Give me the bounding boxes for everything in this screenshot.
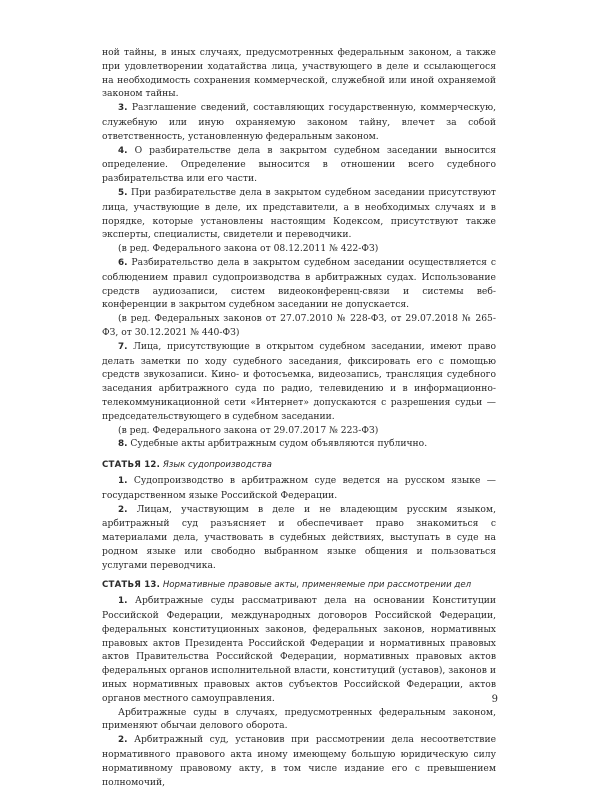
paragraph: 1. Арбитражные суды рассматривают дела на основании Конституции Российской Федерации, международных договоров Российской Федерации, федеральных конституционных законов, федеральных законов, нормативных правовых актов Президента Российской Федерации и нормативных правовых актов Правительства Российской Федерации, нормативных правовых актов федеральных органов исполнительной власти, конституций (уставов), законов и иных нормативных правовых актов субъектов Российской Федерации, актов органов местного самоуправления. <box>102 595 496 704</box>
article-label: СТАТЬЯ 13. <box>102 580 161 591</box>
amendment-note: (в ред. Федерального закона от 29.07.2017 № 223-ФЗ) <box>118 424 379 436</box>
paragraph: 2. Арбитражный суд, установив при рассмотрении дела несоответствие нормативного правового акта иному имеющему большую юридическую силу нормативному правовому акту, в том числе издание его с превышением полномочий, <box>102 734 497 788</box>
amendment-note: (в ред. Федеральных законов от 27.07.2010 № 228-ФЗ, от 29.07.2018 № 265-ФЗ, от 30.12.2021 № 440-ФЗ) <box>102 313 496 338</box>
clause-number: 5. <box>118 187 128 198</box>
paragraph: 5. При разбирательстве дела в закрытом судебном заседании присутствуют лица, участвующие в деле, их представители, а в необходимых случаях и в порядке, которые установлены настоящим Кодексом, присутствуют также эксперты, специалисты, свидетели и переводчики. <box>102 186 496 241</box>
paragraph: Арбитражные суды в случаях, предусмотренных федеральным законом, применяют обычаи делового оборота. <box>102 706 496 732</box>
clause-number: 3. <box>118 103 128 114</box>
paragraph: 3. Разглашение сведений, составляющих государственную, коммерческую, служебную или иную охраняемую законом тайну, влечет за собой ответственность, установленную федеральным законом. <box>102 102 497 142</box>
clause-number: 2. <box>118 735 128 746</box>
article-13-heading <box>102 579 496 593</box>
paragraph: 6. Разбирательство дела в закрытом судебном заседании осуществляется с соблюдением правил судопроизводства в арбитражных судах. Использование средств аудиозаписи, систем видеоконференц-связи и системы веб-конференции в закрытом судебном заседании не допускается. <box>102 256 496 311</box>
document-page <box>102 46 496 789</box>
paragraph: 7. Лица, присутствующие в открытом судебном заседании, имеют право делать заметки по ходу судебного заседания, фиксировать его с помощью средств звукозаписи. Кино- и фотосъемка, видеозапись, трансляция судебного заседания арбитражного суда по радио, телевидению и в информационно-телекоммуникационной сети «Интернет» допускаются с разрешения судьи — председательствующего в судебном заседании. <box>102 340 497 422</box>
clause-number: 1. <box>118 475 128 486</box>
clause-number: 7. <box>118 341 128 352</box>
clause-number: 2. <box>118 504 128 515</box>
paragraph: 1. Судопроизводство в арбитражном суде ведется на русском языке — государственном языке Российской Федерации. <box>102 474 496 501</box>
clause-number: 6. <box>118 257 128 268</box>
amendment-note: (в ред. Федерального закона от 08.12.2011 № 422-ФЗ) <box>118 243 379 255</box>
article-12-heading <box>102 459 496 473</box>
paragraph: 4. О разбирательстве дела в закрытом судебном заседании выносится определение. Определение выносится в отношении всего судебного разбирательства или его части. <box>102 144 497 185</box>
clause-number: 8. <box>118 439 128 450</box>
paragraph: 8. Судебные акты арбитражным судом объявляются публично. <box>118 438 428 450</box>
clause-number: 4. <box>118 145 128 156</box>
article-title: Язык судопроизводства <box>162 460 272 471</box>
paragraph: 2. Лицам, участвующим в деле и не владеющим русским языком, арбитражный суд разъясняет и обеспечивает право знакомиться с материалами дела, участвовать в судебных действиях, выступать в суде на родном языке или свободно выбранном языке общения и пользоваться услугами переводчика. <box>102 503 496 571</box>
clause-number: 1. <box>118 596 128 607</box>
article-title: Нормативные правовые акты, применяемые при рассмотрении дел <box>162 580 472 591</box>
page-number: 9 <box>491 694 498 705</box>
paragraph: ной тайны, в иных случаях, предусмотренных федеральным законом, а также при удовлетворении ходатайства лица, участвующего в деле и ссылающегося на необходимость сохранения коммерческой, служебной или иной охраняемой законом тайны. <box>102 47 496 100</box>
article-label: СТАТЬЯ 12. <box>102 460 161 471</box>
